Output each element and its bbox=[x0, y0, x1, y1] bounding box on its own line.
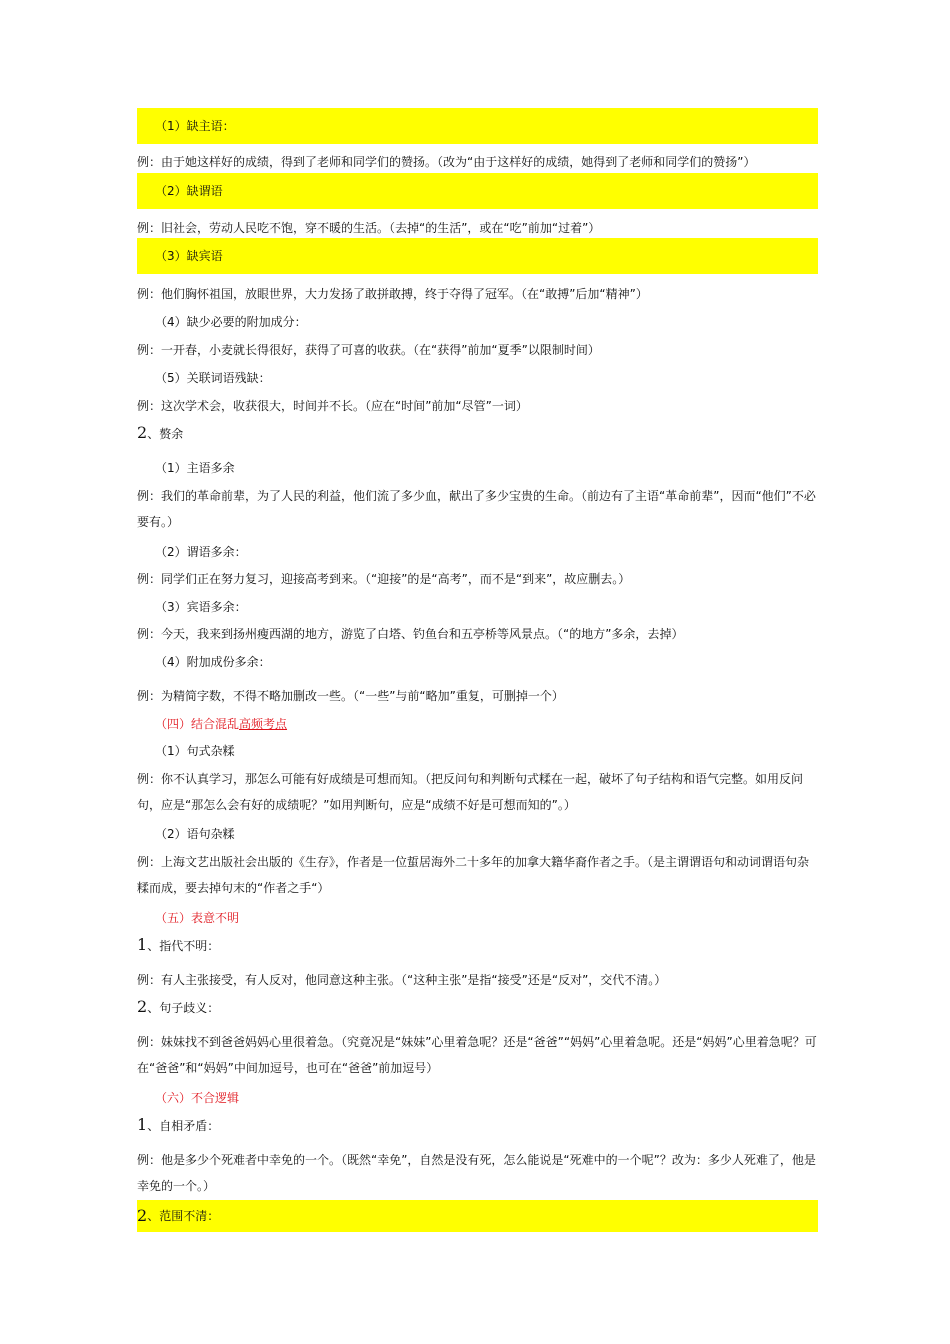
heading-unclear-reference: 1、指代不明： bbox=[137, 935, 220, 954]
example-redundant-modifier: 例：为精简字数，不得不略加删改一些。（“一些”与前“略加”重复，可删掉一个） bbox=[137, 689, 564, 703]
heading-ambiguity: 2、句子歧义： bbox=[137, 997, 220, 1016]
example-unclear-reference: 例：有人主张接受，有人反对，他同意这种主张。（“这种主张”是指“接受”还是“反对”，交代不清。） bbox=[137, 973, 667, 987]
heading-unclear-meaning: （五）表意不明 bbox=[155, 911, 240, 925]
example-redundant-predicate: 例：同学们正在努力复习，迎接高考到来。（“迎接”的是“高考”，而不是“到来”，故应删去。） bbox=[137, 572, 631, 586]
heading-redundant-predicate: （2）谓语多余： bbox=[155, 545, 247, 559]
example-missing-modifier: 例：一开春，小麦就长得很好，获得了可喜的收获。（在“获得”前加“夏季”以限制时间） bbox=[137, 343, 600, 357]
heading-structure-confusion: （四）结合混乱高频考点 bbox=[155, 717, 288, 731]
heading-mixed-clauses: （2）语句杂糅 bbox=[155, 827, 235, 841]
heading-redundant-subject: （1）主语多余 bbox=[155, 461, 235, 475]
heading-redundancy: 2、赘余 bbox=[137, 423, 184, 442]
heading-missing-modifier: （4）缺少必要的附加成分： bbox=[155, 315, 307, 329]
example-missing-subject: 例：由于她这样好的成绩，得到了老师和同学们的赞扬。（改为“由于这样好的成绩，她得到了老师和同学们的赞扬”） bbox=[137, 155, 756, 169]
example-mixed-sentence-pattern: 例：你不认真学习，那怎么可能有好成绩是可想而知。（把反问句和判断句式糅在一起，破坏了句子结构和语气完整。如用反问句，应是“那怎么会有好的成绩呢？”如用判断句，应是“成绩不好是可想而知的”。） bbox=[137, 772, 804, 812]
heading-missing-subject: （1）缺主语： bbox=[137, 108, 818, 144]
heading-missing-conjunction: （5）关联词语残缺： bbox=[155, 371, 271, 385]
example-redundant-object: 例：今天，我来到扬州瘦西湖的地方，游览了白塔、钓鱼台和五亭桥等风景点。（“的地方”多余，去掉） bbox=[137, 627, 684, 641]
example-mixed-clauses: 例：上海文艺出版社会出版的《生存》，作者是一位蜇居海外二十多年的加拿大籍华裔作者之手。（是主谓谓语句和动词谓语句杂糅而成，要去掉句末的“作者之手“） bbox=[137, 855, 810, 895]
heading-redundant-modifier: （4）附加成份多余： bbox=[155, 655, 271, 669]
heading-missing-predicate: （2）缺谓语 bbox=[137, 173, 818, 209]
example-missing-conjunction: 例：这次学术会，收获很大，时间并不长。（应在“时间”前加“尽管”一词） bbox=[137, 399, 528, 413]
example-missing-object: 例：他们胸怀祖国，放眼世界，大力发扬了敢拼敢搏，终于夺得了冠军。（在“敢搏”后加“精神”） bbox=[137, 287, 648, 301]
example-self-contradiction: 例：他是多少个死难者中幸免的一个。（既然“幸免”，自然是没有死，怎么能说是“死难中的一个呢”？改为：多少人死难了，他是幸免的一个。） bbox=[137, 1153, 816, 1193]
heading-mixed-sentence-pattern: （1）句式杂糅 bbox=[155, 744, 235, 758]
example-missing-predicate: 例：旧社会，劳动人民吃不饱，穿不暖的生活。（去掉“的生活”，或在“吃”前加“过着”） bbox=[137, 221, 601, 235]
high-frequency-tag: 高频考点 bbox=[239, 717, 288, 731]
example-redundant-subject: 例：我们的革命前辈，为了人民的利益，他们流了多少血，献出了多少宝贵的生命。（前边有了主语“革命前辈”，因而“他们”不必要有。） bbox=[137, 489, 816, 529]
heading-missing-object: （3）缺宾语 bbox=[137, 238, 818, 274]
heading-self-contradiction: 1、自相矛盾： bbox=[137, 1115, 220, 1134]
heading-redundant-object: （3）宾语多余： bbox=[155, 600, 247, 614]
heading-unclear-scope: 2 、范围不清： bbox=[137, 1200, 818, 1232]
example-ambiguity: 例：妹妹找不到爸爸妈妈心里很着急。（究竟况是“妹妹”心里着急呢？还是“爸爸”“妈妈”心里着急呢。还是“妈妈”心里着急呢？可在“爸爸”和“妈妈”中间加逗号，也可在“爸爸”前加逗号） bbox=[137, 1035, 817, 1075]
heading-illogical: （六）不合逻辑 bbox=[155, 1091, 240, 1105]
